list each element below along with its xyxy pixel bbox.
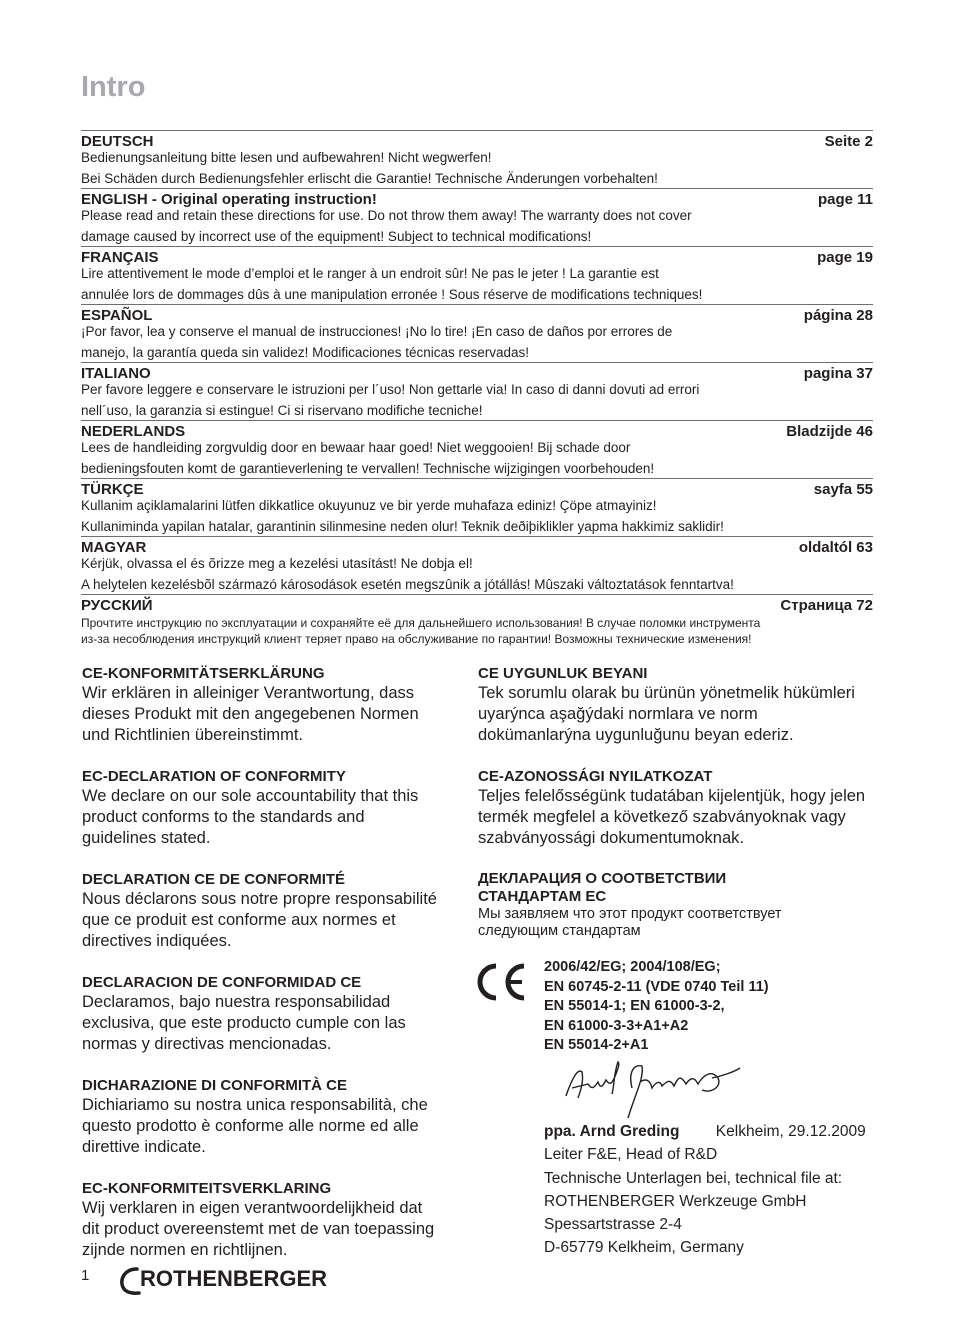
page-number: 1	[81, 1267, 90, 1284]
instruction-text: Прочтите инструкцию по эксплуатации и сохраняйте её для дальнейшего использования! В случае поломки инструмента	[81, 616, 761, 630]
instruction-text: nell´uso, la garanzia si estingue! Ci si riservano modifiche tecniche!	[81, 403, 483, 418]
declaration-text: product conforms to the standards and	[82, 808, 365, 826]
declaration-block	[82, 973, 482, 1055]
logo-text: ROTHENBERGER	[140, 1266, 328, 1291]
declaration-heading: ДЕКЛАРАЦИЯ О СООТВЕТСТВИИ	[478, 870, 727, 887]
declaration-heading: EC-KONFORMITEITSVERKLARING	[82, 1180, 332, 1197]
declaration-heading: DECLARACION DE CONFORMIDAD CE	[82, 974, 362, 991]
language-entry	[81, 130, 873, 188]
declarations-right-column	[478, 664, 898, 940]
declaration-text: zijnde normen en richtlijnen.	[82, 1241, 288, 1259]
standard-item: EN 55014-2+A1	[544, 1037, 649, 1053]
language-name: ESPAÑOL	[81, 307, 153, 324]
rothenberger-logo	[119, 1266, 353, 1296]
signatory-name: ppa. Arnd Greding	[544, 1123, 680, 1140]
language-name: NEDERLANDS	[81, 423, 186, 440]
declaration-heading: EC-DECLARATION OF CONFORMITY	[82, 768, 346, 785]
declaration-text: Teljes felelősségünk tudatában kijelentjük, hogy jelen	[478, 787, 866, 805]
declaration-text: dit product overeenstemt met de van toepassing	[82, 1220, 435, 1238]
language-entry	[81, 246, 873, 304]
instruction-text: из-за несоблюдения инструкций клиент теряет право на обслуживание по гарантии! Возможны технические изменения!	[81, 632, 752, 646]
declaration-text: szabványossági dokumentumoknak.	[478, 829, 744, 847]
standard-item: 2006/42/EG; 2004/108/EG;	[544, 959, 721, 975]
declaration-text: Wir erklären in alleiniger Verantwortung, dass	[82, 684, 414, 702]
language-name: TÜRKÇE	[81, 481, 144, 498]
language-name: MAGYAR	[81, 539, 147, 556]
declaration-block	[478, 664, 898, 746]
language-index	[81, 130, 873, 652]
instruction-text: Please read and retain these directions for use. Do not throw them away! The warranty does not cover	[81, 208, 692, 223]
instruction-text: Kérjük, olvassa el és õrizze meg a kezelési utasítást! Ne dobja el!	[81, 556, 473, 571]
page-reference: page 11	[817, 191, 873, 208]
declaration-heading: DICHARAZIONE DI CONFORMITÀ CE	[82, 1077, 347, 1094]
declaration-text: uyarýnca aşağýdaki normlara ve norm	[478, 705, 758, 723]
declaration-text: We declare on our sole accountability that this	[82, 787, 419, 805]
instruction-text: bedieningsfouten komt de garantieverlening te vervallen! Technische wijzigingen voorbehouden!	[81, 461, 655, 476]
company-name: ROTHENBERGER Werkzeuge GmbH	[544, 1192, 807, 1210]
page-reference: pagina 37	[803, 365, 873, 382]
declaration-text: termék megfelel a következő szabványoknak vagy	[478, 808, 846, 826]
instruction-text: Per favore leggere e conservare le istruzioni per l´uso! Non gettarle via! In caso di danni dovuti ad errori	[81, 382, 700, 397]
instruction-text: manejo, la garantía queda sin validez! Modificaciones técnicas reservadas!	[81, 345, 529, 360]
declaration-text: Nous déclarons sous notre propre responsabilité	[82, 890, 437, 908]
declaration-heading: CE UYGUNLUK BEYANI	[478, 665, 648, 682]
declaration-block	[82, 870, 482, 952]
ce-mark-icon	[474, 960, 530, 1004]
declaration-text: Declaramos, bajo nuestra responsabilidad	[82, 993, 391, 1011]
declaration-text: dieses Produkt mit den angegebenen Normen	[82, 705, 419, 723]
page-reference: Страница 72	[780, 597, 873, 614]
signatory-block	[544, 1120, 866, 1260]
declaration-heading: CE-KONFORMITÄTSERKLÄRUNG	[82, 665, 325, 682]
declaration-text: questo prodotto è conforme alle norme ed alle	[82, 1117, 419, 1135]
page-reference: sayfa 55	[813, 481, 873, 498]
instruction-text: damage caused by incorrect use of the equipment! Subject to technical modifications!	[81, 229, 592, 244]
declaration-ru	[478, 870, 898, 940]
language-entry	[81, 304, 873, 362]
language-name: ENGLISH - Original operating instruction!	[81, 191, 377, 208]
page-reference: page 19	[817, 249, 873, 266]
declaration-block	[82, 664, 482, 746]
company-street: Spessartstrasse 2-4	[544, 1216, 682, 1234]
page-reference: oldaltól 63	[798, 539, 873, 556]
declaration-text: guidelines stated.	[82, 829, 211, 847]
declaration-block	[82, 767, 482, 849]
place-date: Kelkheim, 29.12.2009	[715, 1123, 866, 1140]
declaration-block	[478, 767, 898, 849]
signature-image	[562, 1058, 752, 1124]
declaration-text: dokümanlarýna uygunluğunu beyan ederiz.	[478, 726, 794, 744]
declaration-heading: CE-AZONOSSÁGI NYILATKOZAT	[478, 768, 713, 785]
instruction-text: ¡Por favor, lea y conserve el manual de instrucciones! ¡No lo tire! ¡En caso de daños por errores de	[81, 324, 673, 339]
language-name: DEUTSCH	[81, 133, 154, 150]
declaration-text: Dichiariamo su nostra unica responsabilità, che	[82, 1096, 428, 1114]
standard-item: EN 60745-2-11 (VDE 0740 Teil 11)	[544, 978, 769, 995]
declaration-text: Мы заявляем что этот продукт соответствует	[478, 906, 782, 922]
instruction-text: Bei Schäden durch Bedienungsfehler erlischt die Garantie! Technische Änderungen vorbehalten!	[81, 171, 658, 186]
instruction-text: annulée lors de dommages dûs à une manipulation erronée ! Sous réserve de modifications techniques!	[81, 287, 703, 302]
tech-file-note: Technische Unterlagen bei, technical file at:	[544, 1169, 843, 1187]
standard-item: EN 55014-1; EN 61000-3-2,	[544, 998, 725, 1014]
declaration-block	[82, 1179, 482, 1261]
signatory-role: Leiter F&E, Head of R&D	[544, 1146, 718, 1164]
language-entry	[81, 188, 873, 246]
declaration-text: normas y directivas mencionadas.	[82, 1035, 332, 1053]
language-name: FRANÇAIS	[81, 249, 159, 266]
page-reference: Seite 2	[824, 133, 873, 150]
language-entry	[81, 362, 873, 420]
declaration-text: Tek sorumlu olarak bu ürünün yönetmelik hükümleri	[478, 684, 855, 702]
instruction-text: Lire attentivement le mode d’emploi et le ranger à un endroit sûr! Ne pas le jeter ! La garantie est	[81, 266, 659, 281]
declaration-heading: СТАНДАРТАМ ЕС	[478, 888, 607, 905]
page-title: Intro	[81, 71, 146, 103]
instruction-text: Kullaniminda yapilan hatalar, garantinin silinmesine neden olur! Teknik deðiþiklikler yapma hakkimiz saklidir!	[81, 519, 724, 534]
instruction-text: Bedienungsanleitung bitte lesen und aufbewahren! Nicht wegwerfen!	[81, 150, 492, 165]
declaration-text: следующим стандартам	[478, 923, 641, 939]
language-entry	[81, 536, 873, 594]
declaration-block	[82, 1076, 482, 1158]
company-city: D-65779 Kelkheim, Germany	[544, 1239, 744, 1257]
language-entry	[81, 478, 873, 536]
standard-item: EN 61000-3-3+A1+A2	[544, 1017, 689, 1034]
declaration-text: und Richtlinien übereinstimmt.	[82, 726, 304, 744]
declaration-heading: DECLARATION CE DE CONFORMITÉ	[82, 871, 346, 888]
standards-list	[544, 958, 769, 1056]
language-name: РУССКИЙ	[81, 597, 153, 614]
instruction-text: Lees de handleiding zorgvuldig door en bewaar haar goed! Niet weggooien! Bij schade door	[81, 440, 631, 455]
language-name: ITALIANO	[81, 365, 151, 382]
declaration-text: Wij verklaren in eigen verantwoordelijkheid dat	[82, 1199, 423, 1217]
instruction-text: A helytelen kezelésbõl származó károsodások esetén megszûnik a jótállás! Mûszaki változtatások fenntartva!	[81, 577, 734, 592]
instruction-text: Kullanim açiklamalarini lütfen dikkatlice okuyunuz ve bir yerde muhafaza ediniz! Çöpe atmayiniz!	[81, 498, 657, 513]
language-entry	[81, 420, 873, 478]
declaration-text: que ce produit est conforme aux normes et	[82, 911, 396, 929]
declarations-left-column	[82, 664, 482, 1282]
declaration-text: direttive indicate.	[82, 1138, 206, 1156]
page-reference: página 28	[803, 307, 873, 324]
page-reference: Bladzijde 46	[786, 423, 873, 440]
declaration-text: exclusiva, que este producto cumple con las	[82, 1014, 406, 1032]
declaration-text: directives indiquées.	[82, 932, 232, 950]
language-entry	[81, 594, 873, 652]
